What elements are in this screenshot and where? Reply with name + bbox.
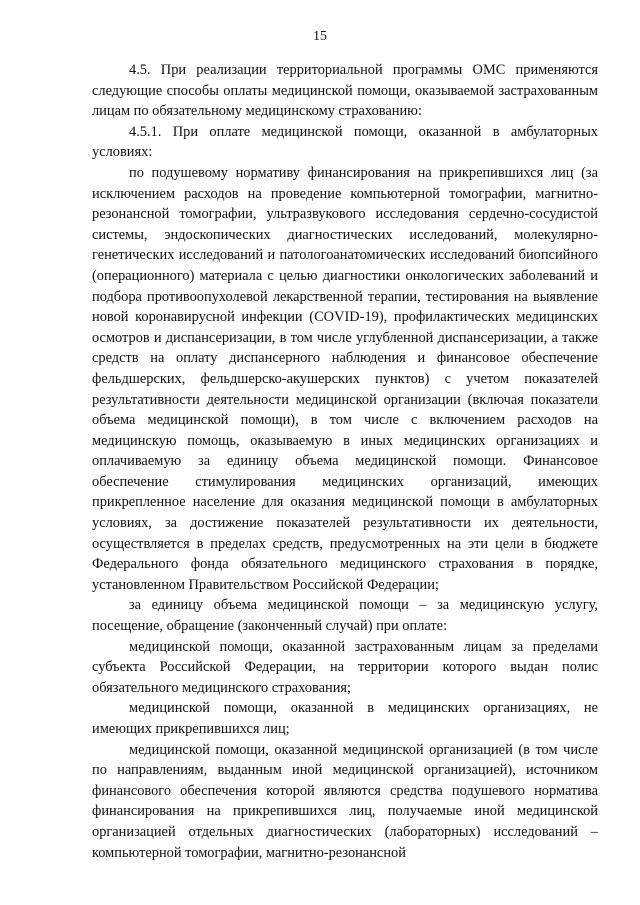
paragraph-no-attached-persons: медицинской помощи, оказанной в медицинских организациях, не имеющих прикрепившихся лиц; [92,700,598,737]
paragraph-4-5-1: 4.5.1. При оплате медицинской помощи, оказанной в амбулаторных условиях: [92,123,598,161]
paragraph-outside-region: медицинской помощи, оказанной застрахованным лицам за пределами субъекта Российской Федерации, на территории которого выдан полис обязательного медицинского страхования; [92,638,598,696]
paragraph-4-5: 4.5. При реализации территориальной программы ОМС применяются следующие способы оплаты медицинской помощи, оказываемой застрахованным лицам по обязательному медицинскому страхованию: [92,62,598,120]
page-number: 15 [313,29,327,44]
paragraph-per-capita-financing: по подушевому нормативу финансирования на прикрепившихся лиц (за исключением расходов на проведение компьютерной томографии, магнитно-резонансной томографии, ультразвукового исследования сердечно-сосудистой системы, эндоскопических диагностических исследований, молекулярно-генетических исследований и патологоанатомических исследований биопсийного (операционного) материала с целью диагностики онкологических заболеваний и подбора противоопухолевой лекарственной терапии, тестирования на выявление новой коронавирусной инфекции (COVID-19), профилактических медицинских осмотров и диспансеризации, в том числе углубленной диспансеризации, а также средств на оплату диспансерного наблюдения и финансовое обеспечение фельдшерских, фельдшерско-акушерских пунктов) с учетом показателей результативности деятельности медицинской организации (включая показатели объема медицинской помощи), в том числе с включением расходов на медицинскую помощь, оказываемую в иных медицинских организациях и оплачиваемую за единицу объема медицинской помощи. Финансовое обеспечение стимулирования медицинских организаций, имеющих прикрепленное население для оказания медицинской помощи в амбулаторных условиях, за достижение показателей результативности их деятельности, осуществляется в пределах средств, предусмотренных на эти цели в бюджете Федерального фонда обязательного медицинского страхования в порядке, установленном Правительством Российской Федерации; [92,164,598,593]
paragraph-diagnostic-studies: медицинской помощи, оказанной медицинской организацией (в том числе по направлениям, выданным иной медицинской организацией), источником финансового обеспечения которой являются средства подушевого норматива финансирования на прикрепившихся лиц, получаемые иной медицинской организацией отдельных диагностических (лабораторных) исследований – компьютерной томографии, магнитно-резонансной [92,741,598,861]
paragraph-unit-of-volume: за единицу объема медицинской помощи – за медицинскую услугу, посещение, обращение (законченный случай) при оплате: [92,597,598,635]
document-body [92,60,598,863]
